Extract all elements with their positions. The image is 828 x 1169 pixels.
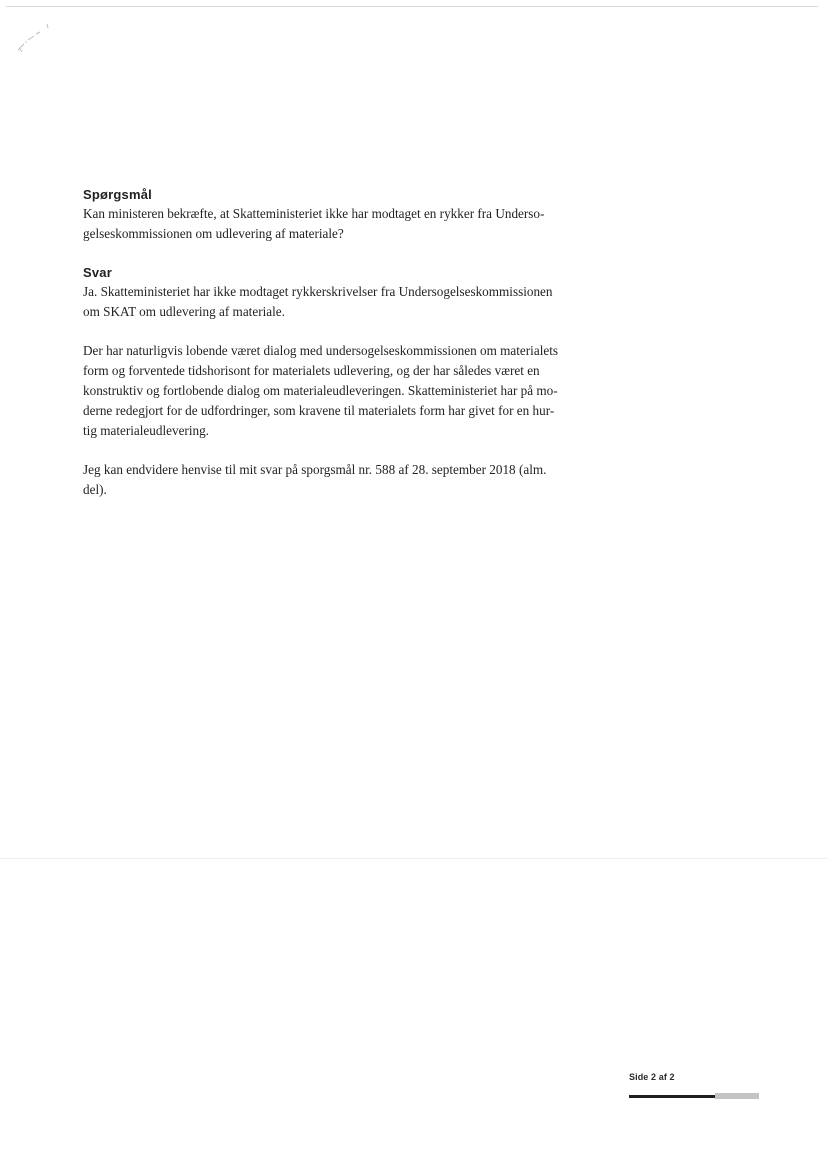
question-text — [83, 204, 603, 244]
answer-paragraph-3 — [83, 460, 603, 500]
answer-line: Der har naturligvis lobende været dialog med undersogelseskommissionen om materialets — [83, 343, 559, 358]
answer-line: Ja. Skatteministeriet har ikke modtaget rykkerskrivelser fra Undersogelseskommissionen — [83, 284, 553, 299]
page-number-label: Side 2 af 2 — [629, 1072, 675, 1082]
scan-artifact-mark — [14, 22, 54, 54]
document-body — [83, 186, 603, 500]
question-line: Kan ministeren bekræfte, at Skatteministeriet ikke har modtaget en rykker fra Underso- — [83, 206, 545, 221]
scan-top-edge — [6, 6, 818, 7]
question-heading: Spørgsmål — [83, 187, 152, 202]
page-footer — [629, 1072, 769, 1082]
answer-line: tig materialeudlevering. — [83, 423, 209, 438]
answer-line: derne redegjort for de udfordringer, som kravene til materialets form har givet for en hur- — [83, 403, 555, 418]
scan-band-line — [0, 858, 828, 859]
answer-paragraph-1 — [83, 282, 603, 322]
answer-line: del). — [83, 482, 107, 497]
answer-line: om SKAT om udlevering af materiale. — [83, 304, 285, 319]
answer-line: form og forventede tidshorisont for materialets udlevering, og der har således været en — [83, 363, 540, 378]
answer-line: konstruktiv og fortlobende dialog om materialeudleveringen. Skatteministeriet har på mo- — [83, 383, 558, 398]
footer-rule — [629, 1095, 759, 1099]
question-line: gelseskommissionen om udlevering af materiale? — [83, 226, 344, 241]
footer-rule-dark — [629, 1095, 715, 1098]
question-section — [83, 186, 603, 244]
answer-paragraph-2 — [83, 341, 603, 441]
answer-line: Jeg kan endvidere henvise til mit svar på sporgsmål nr. 588 af 28. september 2018 (alm. — [83, 462, 547, 477]
answer-section — [83, 264, 603, 500]
footer-rule-light — [715, 1093, 759, 1099]
answer-heading: Svar — [83, 265, 112, 280]
